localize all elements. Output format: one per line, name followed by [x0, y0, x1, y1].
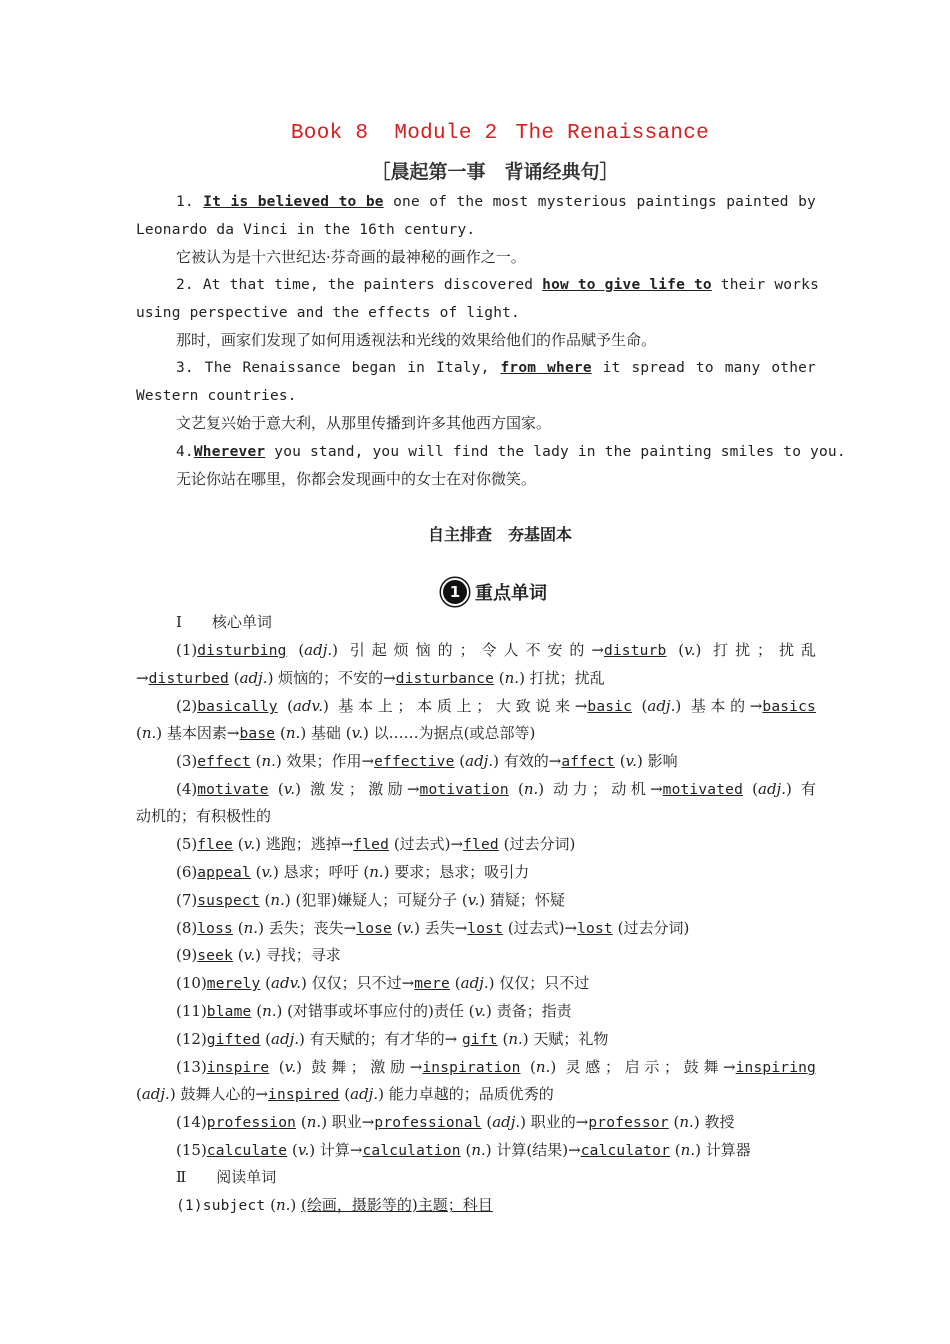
page-title: Book 8 Module 2 The Renaissance	[290, 122, 710, 145]
vocab-3: (3)effect (n.) 效果；作用→effective (adj.) 有效的→affect (v.) 影响	[176, 752, 678, 770]
vocab-2-line-2: (n.) 基本因素→base (n.) 基础 (v.) 以……为据点(或总部等)	[136, 724, 536, 742]
section-title: 自主排查 夯基固本	[427, 525, 572, 544]
sentence-2-translation: 那时，画家们发现了如何用透视法和光线的效果给他们的作品赋予生命。	[176, 331, 657, 349]
vocab-7: (7)suspect (n.) (犯罪)嫌疑人；可疑分子 (v.) 猜疑；怀疑	[176, 891, 565, 909]
sentence-4-translation: 无论你站在哪里，你都会发现画中的女士在对你微笑。	[176, 470, 537, 488]
vocab-12: (12)gifted (adj.) 有天赋的；有才华的→ gift (n.) 天赋；礼物	[176, 1030, 609, 1048]
key-phrase: from where	[500, 360, 592, 376]
section-badge	[441, 577, 547, 607]
sentence-3-line-1: 3. The Renaissance began in Italy, from where it spread to many other	[176, 360, 816, 376]
vocab-11: (11)blame (n.) (对错事或坏事应付的)责任 (v.) 责备；指责	[176, 1002, 572, 1020]
vocab-1-line-2: →disturbed (adj.) 烦恼的；不安的→disturbance (n.) 打扰；扰乱	[136, 669, 605, 687]
sentence-2-line-1: 2. At that time, the painters discovered how to give life to their works	[176, 277, 819, 293]
sentence-1-line-1: 1. It is believed to be one of the most mysterious paintings painted by	[176, 194, 816, 210]
page-subtitle: ［晨起第一事 背诵经典句］	[371, 161, 619, 183]
vocab-10: (10)merely (adv.) 仅仅；只不过→mere (adj.) 仅仅；只不过	[176, 974, 590, 992]
sentence-2-line-2: using perspective and the effects of light.	[136, 305, 520, 321]
number-circle-icon: 1	[441, 578, 469, 606]
vocab-14: (14)profession (n.) 职业→professional (adj.) 职业的→professor (n.) 教授	[176, 1113, 735, 1131]
vocab-9: (9)seek (v.) 寻找；寻求	[176, 946, 341, 964]
sentence-3-translation: 文艺复兴始于意大利，从那里传播到许多其他西方国家。	[176, 414, 552, 432]
vocab-5: (5)flee (v.) 逃跑；逃掉→fled (过去式)→fled (过去分词)	[176, 835, 576, 853]
vocab-8: (8)loss (n.) 丢失；丧失→lose (v.) 丢失→lost (过去式)→lost (过去分词)	[176, 919, 690, 937]
key-phrase: how to give life to	[542, 277, 712, 293]
vocab-1-line-1: (1)disturbing (adj.) 引起烦恼的；令人不安的→disturb (v.) 打扰；扰乱	[176, 641, 816, 659]
key-phrase: It is believed to be	[203, 194, 384, 210]
vocab-13-line-1: (13)inspire (v.) 鼓舞；激励→inspiration (n.) 灵感；启示；鼓舞→inspiring	[176, 1058, 816, 1076]
key-phrase: Wherever	[193, 444, 266, 460]
vocab-4-line-2: 动机的；有积极性的	[136, 807, 272, 825]
part-2-heading: Ⅱ 阅读单词	[176, 1168, 277, 1186]
sentence-3-line-2: Western countries.	[136, 388, 297, 404]
vocab-6: (6)appeal (v.) 恳求；呼吁 (n.) 要求；恳求；吸引力	[176, 863, 530, 881]
part-1-heading: Ⅰ 核心单词	[176, 613, 272, 631]
badge-label: 重点单词	[475, 583, 547, 604]
sentence-1-line-2: Leonardo da Vinci in the 16th century.	[136, 222, 476, 238]
vocab-15: (15)calculate (v.) 计算→calculation (n.) 计算(结果)→calculator (n.) 计算器	[176, 1141, 751, 1159]
vocab-13-line-2: (adj.) 鼓舞人心的→inspired (adj.) 能力卓越的；品质优秀的	[136, 1085, 554, 1103]
reading-vocab-1: (1)subject (n.) (绘画，摄影等的)主题；科目	[176, 1196, 493, 1214]
vocab-4-line-1: (4)motivate (v.) 激发；激励→motivation (n.) 动力；动机→motivated (adj.) 有	[176, 780, 816, 798]
sentence-4-line-1: 4.Wherever you stand, you will find the lady in the painting smiles to you.	[176, 444, 846, 460]
vocab-2-line-1: (2)basically (adv.) 基本上；本质上；大致说来→basic (adj.) 基本的→basics	[176, 697, 816, 715]
sentence-1-translation: 它被认为是十六世纪达·芬奇画的最神秘的画作之一。	[176, 248, 526, 266]
